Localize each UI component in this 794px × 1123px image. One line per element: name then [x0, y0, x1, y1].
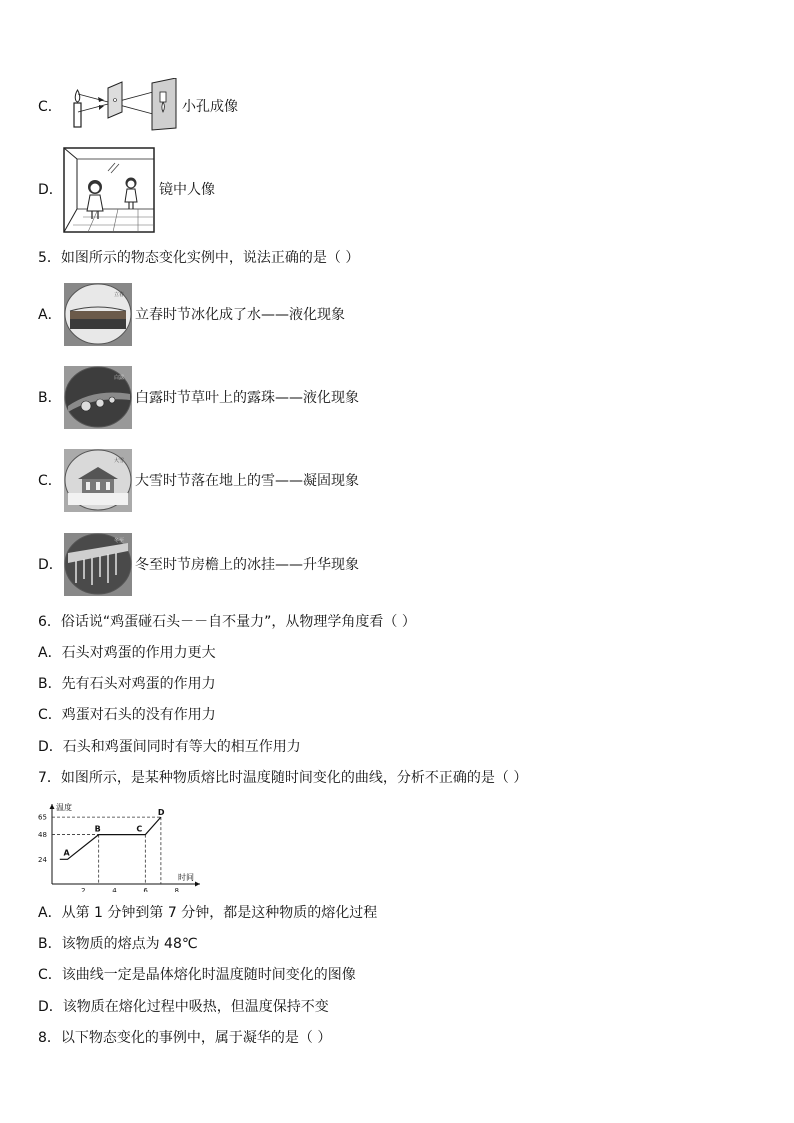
q5-option-a-text: 立春时节冰化成了水——液化现象 [135, 307, 345, 323]
q8-stem: 8．以下物态变化的事例中，属于凝华的是（ ） [38, 1030, 332, 1046]
y-tick-label-24: 24 [38, 855, 47, 864]
q7-stem: 7．如图所示，是某种物质熔比时温度随时间变化的曲线，分析不正确的是（ ） [38, 770, 528, 786]
q7-option-c: C．该曲线一定是晶体熔化时温度随时间变化的图像 [38, 967, 356, 983]
melting-curve-chart [34, 800, 214, 892]
mirror-image-figure [63, 147, 155, 233]
y-tick-label-48: 48 [38, 831, 47, 840]
q5-option-c-text: 大雪时节落在地上的雪——凝固现象 [135, 473, 359, 489]
q6-stem: 6．俗话说“鸡蛋碰石头－－自不量力”，从物理学角度看（ ） [38, 614, 416, 630]
q4-option-d-caption: 镜中人像 [159, 182, 215, 198]
x-tick-label-4: 4 [112, 887, 117, 892]
q5-option-a-letter: A． [38, 307, 62, 323]
q5-option-b-letter: B． [38, 390, 62, 406]
q5-option-b-text: 白露时节草叶上的露珠——液化现象 [135, 390, 359, 406]
chart-y-axis-label: 温度 [56, 803, 72, 812]
q5-option-d-letter: D． [38, 557, 63, 573]
chart-tick-labels [38, 814, 179, 892]
q4-option-d-letter: D． [38, 182, 63, 198]
x-axis-arrow [195, 882, 200, 887]
q7-option-d: D．该物质在熔化过程中吸热，但温度保持不变 [38, 999, 329, 1015]
point-label-B: B [94, 824, 101, 834]
q6-option-c: C．鸡蛋对石头的没有作用力 [38, 707, 216, 723]
q6-option-d: D．石头和鸡蛋间同时有等大的相互作用力 [38, 739, 301, 755]
pinhole-imaging-figure [66, 78, 178, 132]
q4-option-c-caption: 小孔成像 [182, 99, 238, 115]
q5-option-d-image [64, 533, 132, 596]
q5-option-a-image [64, 283, 132, 346]
point-label-C: C [136, 824, 143, 834]
x-tick-label-6: 6 [143, 887, 148, 892]
q5-option-b-image-label: 白露 [114, 375, 125, 381]
y-axis-arrow [50, 804, 55, 809]
q5-stem: 5．如图所示的物态变化实例中，说法正确的是（ ） [38, 250, 360, 266]
q5-option-c-image [64, 449, 132, 512]
x-tick-label-8: 8 [174, 887, 179, 892]
q6-option-a: A．石头对鸡蛋的作用力更大 [38, 645, 216, 661]
chart-x-axis-label: 时间 [178, 873, 194, 882]
point-label-D: D [157, 808, 165, 818]
q7-option-b: B．该物质的熔点为 48℃ [38, 936, 198, 952]
q7-option-a: A．从第 1 分钟到第 7 分钟，都是这种物质的熔化过程 [38, 905, 378, 921]
q5-option-c-letter: C． [38, 473, 62, 489]
q5-option-d-text: 冬至时节房檐上的冰挂——升华现象 [135, 557, 359, 573]
point-label-A: A [63, 848, 70, 858]
q5-option-b-image [64, 366, 132, 429]
q6-option-b: B．先有石头对鸡蛋的作用力 [38, 676, 216, 692]
y-tick-label-65: 65 [38, 813, 47, 822]
q4-option-c-letter: C． [38, 99, 62, 115]
q5-option-a-image-label: 立春 [114, 292, 125, 298]
melting-curve-line [60, 817, 161, 859]
x-tick-label-2: 2 [81, 887, 86, 892]
q5-option-c-image-label: 大雪 [114, 458, 125, 464]
chart-series [60, 817, 161, 859]
q5-option-d-image-label: 冬至 [114, 538, 125, 544]
